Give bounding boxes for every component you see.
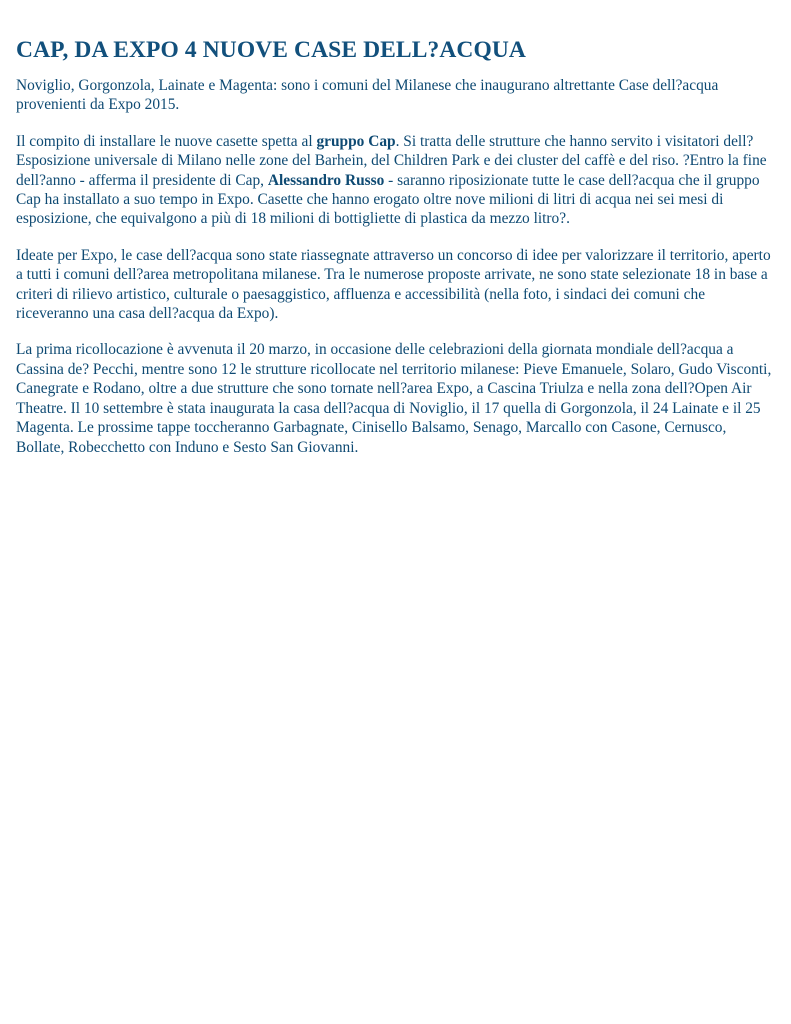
lead-paragraph: Noviglio, Gorgonzola, Lainate e Magenta: sono i comuni del Milanese che inaugurano altrettante Case dell?acqua provenienti da Expo 2015. [16, 77, 719, 114]
paragraph-text: . Si tratta delle strutture che hanno servito i visitatori dell?Esposizione universale di Milano nelle zone del Barhein, del Children Park e dei cluster del caffè e del riso. ?Entro la fine dell?anno - afferma il presidente di Cap, [16, 132, 767, 189]
bold-alessandro-russo: Alessandro Russo [267, 171, 385, 189]
paragraph-ricollocazione: La prima ricollocazione è avvenuta il 20 marzo, in occasione delle celebrazioni della giornata mondiale dell?acqua a Cassina de? Pecchi, mentre sono 12 le strutture ricollocate nel territorio milanese: Pieve Emanuele, Solaro, Gudo Visconti, Canegrate e Rodano, oltre a due strutture che sono tornate nell?area Expo, a Cascina Triulza e nella zona dell?Open Air Theatre. Il 10 settembre è stata inaugurata la casa dell?acqua di Noviglio, il 17 quella di Gorgonzola, il 24 Lainate e il 25 Magenta. Le prossime tappe toccheranno Garbagnate, Cinisello Balsamo, Senago, Marcallo con Casone, Cernusco, Bollate, Robecchetto con Induno e Sesto San Giovanni. [16, 341, 772, 456]
paragraph-concorso: Ideate per Expo, le case dell?acqua sono state riassegnate attraverso un concorso di idee per valorizzare il territorio, aperto a tutti i comuni dell?area metropolitana milanese. Tra le numerose proposte arrivate, ne sono state selezionate 18 in base a criteri di rilievo artistico, culturale o paesaggistico, affluenza e accessibilità (nella foto, i sindaci dei comuni che riceveranno una casa dell?acqua da Expo). [16, 246, 771, 323]
paragraph-text: - saranno riposizionate tutte le case dell?acqua che il gruppo Cap ha installato a suo tempo in Expo. Casette che hanno erogato oltre nove milioni di litri di acqua nei sei mesi di esposizione, che equivalgono a più di 18 milioni di bottigliette di plastica da mezzo litro?. [16, 171, 760, 228]
article-title: CAP, DA EXPO 4 NUOVE CASE DELL?ACQUA [16, 37, 526, 63]
article [0, 0, 791, 457]
bold-gruppo-cap: gruppo Cap [316, 132, 396, 150]
paragraph-text: Il compito di installare le nuove casette spetta al [16, 132, 317, 150]
paragraph-gruppo-cap [16, 132, 773, 229]
